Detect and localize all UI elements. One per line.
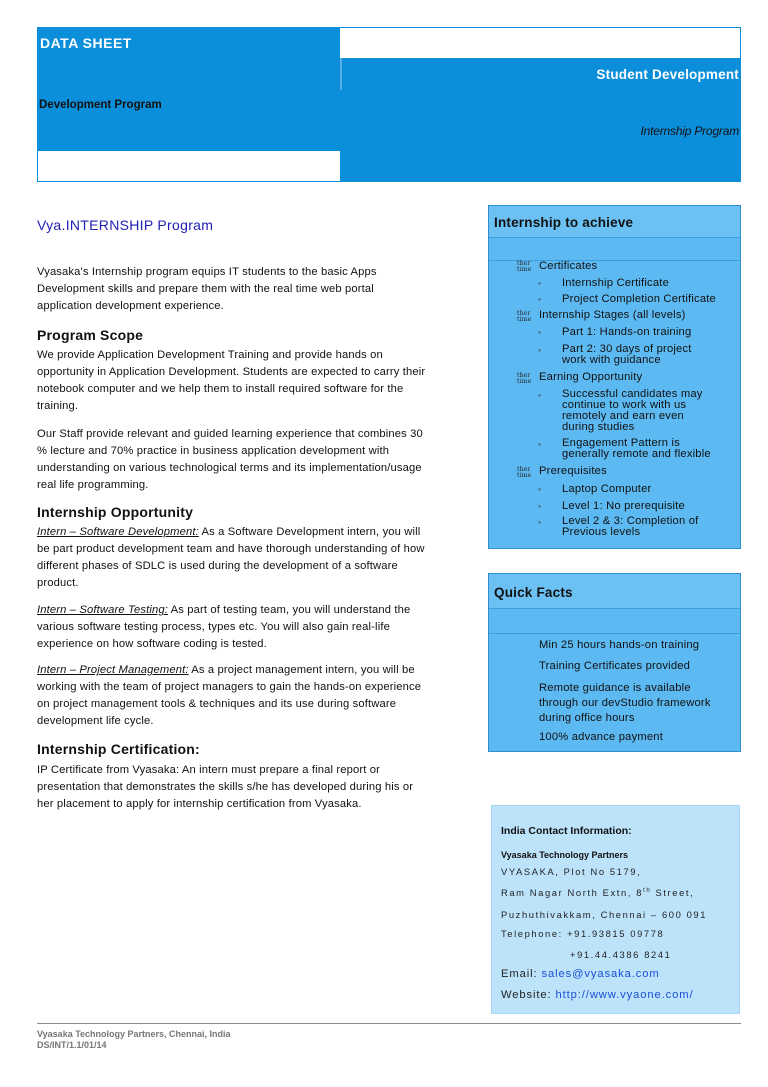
- pm-paragraph: [37, 662, 482, 730]
- sw-test-line: experience on how software coding is tested.: [37, 638, 267, 650]
- certificates-label: Certificates: [539, 260, 598, 272]
- intro-paragraph: [37, 264, 477, 315]
- contact-address-line: Ram Nagar North Extn, 8th Street,: [501, 887, 695, 898]
- sw-test-first: As part of testing team, you will understand the: [167, 604, 411, 616]
- prereq-label: Prerequisites: [539, 465, 607, 477]
- opportunity-heading: Internship Opportunity: [37, 504, 194, 520]
- contact-company: Vyasaka Technology Partners: [501, 850, 629, 860]
- contact-telephone: Telephone: +91.93815 09778: [501, 928, 665, 939]
- contact-email-row: [501, 968, 660, 980]
- list-bullet-icon: ther time: [517, 310, 532, 323]
- sw-test-label: Intern – Software Testing:: [37, 604, 168, 616]
- sw-dev-line: be part product development team and have thorough understanding of how: [37, 543, 425, 555]
- data-sheet-title: DATA SHEET: [40, 35, 132, 51]
- footer-rule: [37, 1023, 741, 1024]
- student-development-cell: [37, 58, 741, 90]
- cert-line: IP Certificate from Vyasaka: An intern must prepare a final report or: [37, 764, 381, 776]
- cert-item: Internship Certificate: [562, 277, 669, 289]
- sw-dev-line: product.: [37, 577, 79, 589]
- contact-box: [491, 805, 740, 1014]
- sub-bullet-icon: ◦: [538, 278, 542, 288]
- sw-test-line: various software testing process, types etc. You will also gain real-life: [37, 621, 390, 633]
- sw-dev-first: As a Software Development intern, you will: [198, 526, 421, 538]
- sub-bullet-icon: ◦: [538, 327, 542, 337]
- cert-line: presentation that demonstrates the skills s/he has developed during his or: [37, 781, 414, 793]
- contact-website-row: [501, 989, 693, 1001]
- header-bottom-cell: [340, 151, 741, 182]
- earning-item: Engagement Pattern is generally remote and flexible: [562, 437, 711, 460]
- program-title: Vya.INTERNSHIP Program: [37, 217, 214, 233]
- staff-line: real life programming.: [37, 479, 149, 491]
- cert-paragraph: [37, 762, 482, 813]
- quick-facts-header: [489, 574, 740, 608]
- footer-doc-id: DS/INT/1.1/01/14: [37, 1040, 107, 1050]
- fact-item: Min 25 hours hands-on training: [539, 639, 700, 651]
- staff-line: understanding on various technological terms and its implementation/usage: [37, 462, 422, 474]
- sw-dev-label: Intern – Software Development:: [37, 526, 199, 538]
- sub-bullet-icon: ◦: [538, 345, 542, 355]
- prereq-item: Laptop Computer: [562, 483, 652, 495]
- email-link[interactable]: sales@vyasaka.com: [541, 968, 660, 980]
- website-label: Website:: [501, 989, 556, 1001]
- scope-line: notebook computer and we help them to install required software for the: [37, 383, 404, 395]
- sw-test-paragraph: [37, 602, 482, 653]
- development-program-cell: [37, 90, 741, 118]
- sub-bullet-icon: ◦: [538, 390, 542, 400]
- contact-telephone-2: +91.44.4386 8241: [570, 949, 672, 960]
- list-bullet-icon: ther time: [517, 260, 532, 273]
- sw-dev-paragraph: [37, 524, 482, 592]
- header-divider: [340, 58, 342, 90]
- development-program-label: Development Program: [39, 99, 162, 111]
- sub-bullet-icon: ◦: [538, 501, 542, 511]
- contact-address-line: Puzhuthivakkam, Chennai – 600 091: [501, 909, 708, 920]
- pm-line: on project management tools & techniques and its use during software: [37, 698, 397, 710]
- intro-line: application development experience.: [37, 300, 224, 312]
- staff-paragraph: [37, 426, 482, 494]
- stages-label: Internship Stages (all levels): [539, 309, 686, 321]
- scope-heading: Program Scope: [37, 327, 144, 343]
- internship-program-cell: [37, 118, 741, 151]
- pm-first: As a project management intern, you will be: [188, 664, 415, 676]
- achieve-header: [489, 206, 740, 237]
- list-bullet-icon: ther time: [517, 466, 532, 479]
- achieve-spacer: [489, 237, 740, 261]
- earning-label: Earning Opportunity: [539, 371, 643, 383]
- email-label: Email:: [501, 968, 542, 980]
- internship-program-label: Internship Program: [640, 124, 739, 138]
- quick-facts-heading: Quick Facts: [494, 585, 573, 600]
- stage-item: Part 2: 30 days of project work with guidance: [562, 343, 692, 366]
- sw-dev-line: different phases of SDLC is used during the development of a software: [37, 560, 398, 572]
- contact-title: India Contact Information:: [501, 825, 632, 837]
- prereq-item: Level 1: No prerequisite: [562, 500, 685, 512]
- pm-label: Intern – Project Management:: [37, 664, 189, 676]
- pm-line: development life cycle.: [37, 715, 154, 727]
- achieve-heading: Internship to achieve: [494, 215, 634, 230]
- cert-item: Project Completion Certificate: [562, 293, 716, 305]
- fact-item: Remote guidance is available through our devStudio framework during office hours: [539, 682, 711, 724]
- sub-bullet-icon: ◦: [538, 294, 542, 304]
- prereq-item: Level 2 & 3: Completion of Previous levels: [562, 515, 699, 538]
- contact-address-line: VYASAKA, Plot No 5179,: [501, 866, 642, 877]
- student-development-label: Student Development: [596, 67, 739, 82]
- pm-line: working with the team of project managers to gain the hands-on experience: [37, 681, 422, 693]
- scope-line: training.: [37, 400, 79, 412]
- footer: [37, 1029, 231, 1051]
- scope-line: We provide Application Development Training and provide hands on: [37, 349, 383, 361]
- fact-item: Training Certificates provided: [539, 660, 691, 672]
- footer-company: Vyasaka Technology Partners, Chennai, India: [37, 1029, 231, 1039]
- sub-bullet-icon: ◦: [538, 484, 542, 494]
- sub-bullet-icon: ◦: [538, 439, 542, 449]
- sub-bullet-icon: ◦: [538, 517, 542, 527]
- scope-line: opportunity in Application Development. Students are expected to carry their: [37, 366, 426, 378]
- data-sheet-cell: [37, 27, 340, 58]
- achieve-box: [488, 205, 741, 549]
- intro-line: Vyasaka's Internship program equips IT students to the basic Apps: [37, 266, 377, 278]
- scope-paragraph: [37, 347, 482, 415]
- earning-item: Successful candidates may continue to work with us remotely and earn even during studies: [562, 388, 703, 433]
- fact-item: 100% advance payment: [539, 731, 664, 743]
- staff-line: Our Staff provide relevant and guided learning experience that combines 30: [37, 428, 423, 440]
- cert-line: her placement to apply for internship certification from Vyasaka.: [37, 798, 362, 810]
- website-link[interactable]: http://www.vyaone.com/: [555, 989, 694, 1001]
- quick-facts-spacer: [489, 608, 740, 634]
- staff-line: % lecture and 70% practice in business application development with: [37, 445, 390, 457]
- cert-heading: Internship Certification:: [37, 741, 200, 757]
- stage-item: Part 1: Hands-on training: [562, 326, 692, 338]
- list-bullet-icon: ther time: [517, 372, 532, 385]
- quick-facts-box: [488, 573, 741, 752]
- intro-line: Development skills and prepare them with the real time web portal: [37, 283, 374, 295]
